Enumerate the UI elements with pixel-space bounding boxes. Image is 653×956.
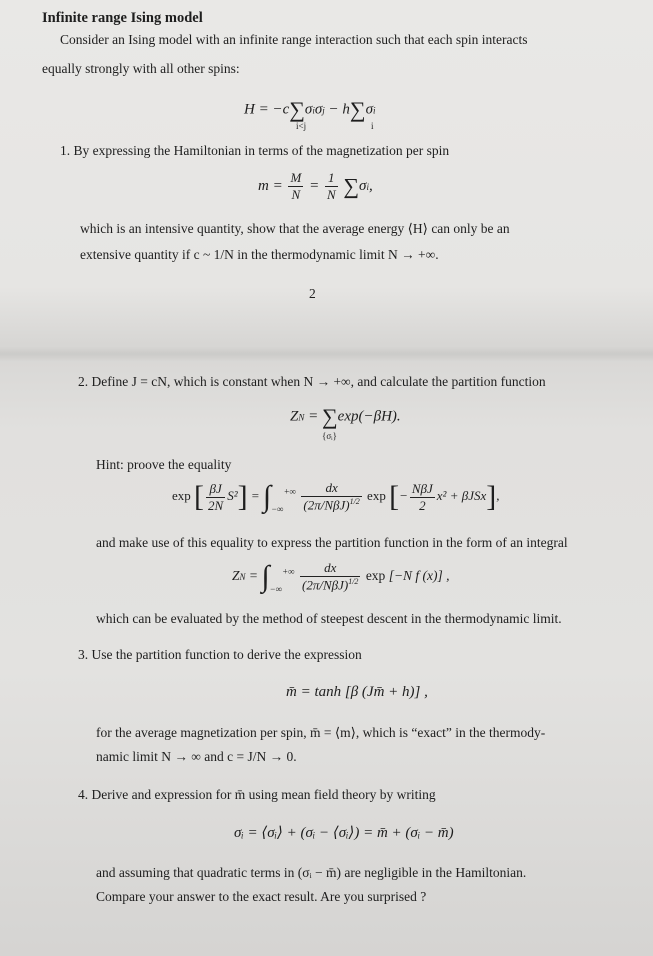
question-1-line-3: extensive quantity if c ~ 1/N in the thermodynamic limit N → +∞. [80, 247, 439, 262]
question-4-line-3: Compare your answer to the exact result. Are you surprised ? [96, 889, 427, 904]
hamiltonian-equation: H = −c∑σiσj − h∑σi [244, 97, 376, 122]
question-3-line-2: for the average magnetization per spin, m̄ = ⟨m⟩, which is “exact” in the thermody- [96, 725, 546, 740]
question-2-line-2: and make use of this equality to express the partition function in the form of an integral [96, 535, 568, 550]
partition-function-subscript: {σᵢ} [322, 431, 337, 441]
hint-text: Hint: proove the equality [96, 457, 232, 472]
question-2-line-3: which can be evaluated by the method of steepest descent in the thermodynamic limit. [96, 611, 562, 626]
question-1-line-2: which is an intensive quantity, show that the average energy ⟨H⟩ can only be an [80, 221, 510, 236]
question-4-line-1: 4. Derive and expression for m̄ using mean field theory by writing [78, 787, 436, 802]
mean-field-equation: σᵢ = ⟨σᵢ⟩ + (σᵢ − ⟨σᵢ⟩) = m̄ + (σᵢ − m̄) [234, 825, 454, 841]
intro-line-2: equally strongly with all other spins: [42, 61, 240, 76]
hamiltonian-subscript-ij: i<j [296, 121, 307, 131]
question-3-line-3: namic limit N → ∞ and c = J/N → 0. [96, 749, 297, 764]
page-title: Infinite range Ising model [42, 10, 203, 26]
page-number: 2 [309, 286, 316, 301]
question-3-line-1: 3. Use the partition function to derive the expression [78, 647, 362, 662]
question-2-line-1: 2. Define J = cN, which is constant when N → +∞, and calculate the partition function [78, 374, 546, 389]
integral-form-equation: ZN = ∫−∞+∞ $\frac{dx}{(2\pi/N\beta J)^{1/2}}$ exp [−N f (x)] , [232, 560, 450, 594]
question-1-line-1: 1. By expressing the Hamiltonian in terms of the magnetization per spin [60, 143, 450, 158]
paper-fold [0, 346, 653, 362]
partition-function-equation: ZN = ∑exp(−βH). [290, 404, 401, 429]
self-consistency-equation: m̄ = tanh [β (Jm̄ + h)] , [286, 684, 428, 700]
hamiltonian-subscript-i: i [371, 121, 374, 131]
magnetization-equation: m = $\frac{M}{N}$ = $\frac{1}{N}$ ∑σi, [258, 170, 373, 202]
question-4-line-2: and assuming that quadratic terms in (σᵢ − m̄) are negligible in the Hamiltonian. [96, 865, 527, 880]
hint-equality-equation: exp [ $\frac{\beta J}{2N}$ S²] = ∫−∞+∞ $\frac{dx}{(2\pi/N\beta J)^{1/2}}$ exp [− $\frac{\text{NβJ}}{2}$ x² + βJSx], [172, 480, 500, 514]
intro-line-1: Consider an Ising model with an infinite range interaction such that each spin interacts [60, 32, 528, 47]
